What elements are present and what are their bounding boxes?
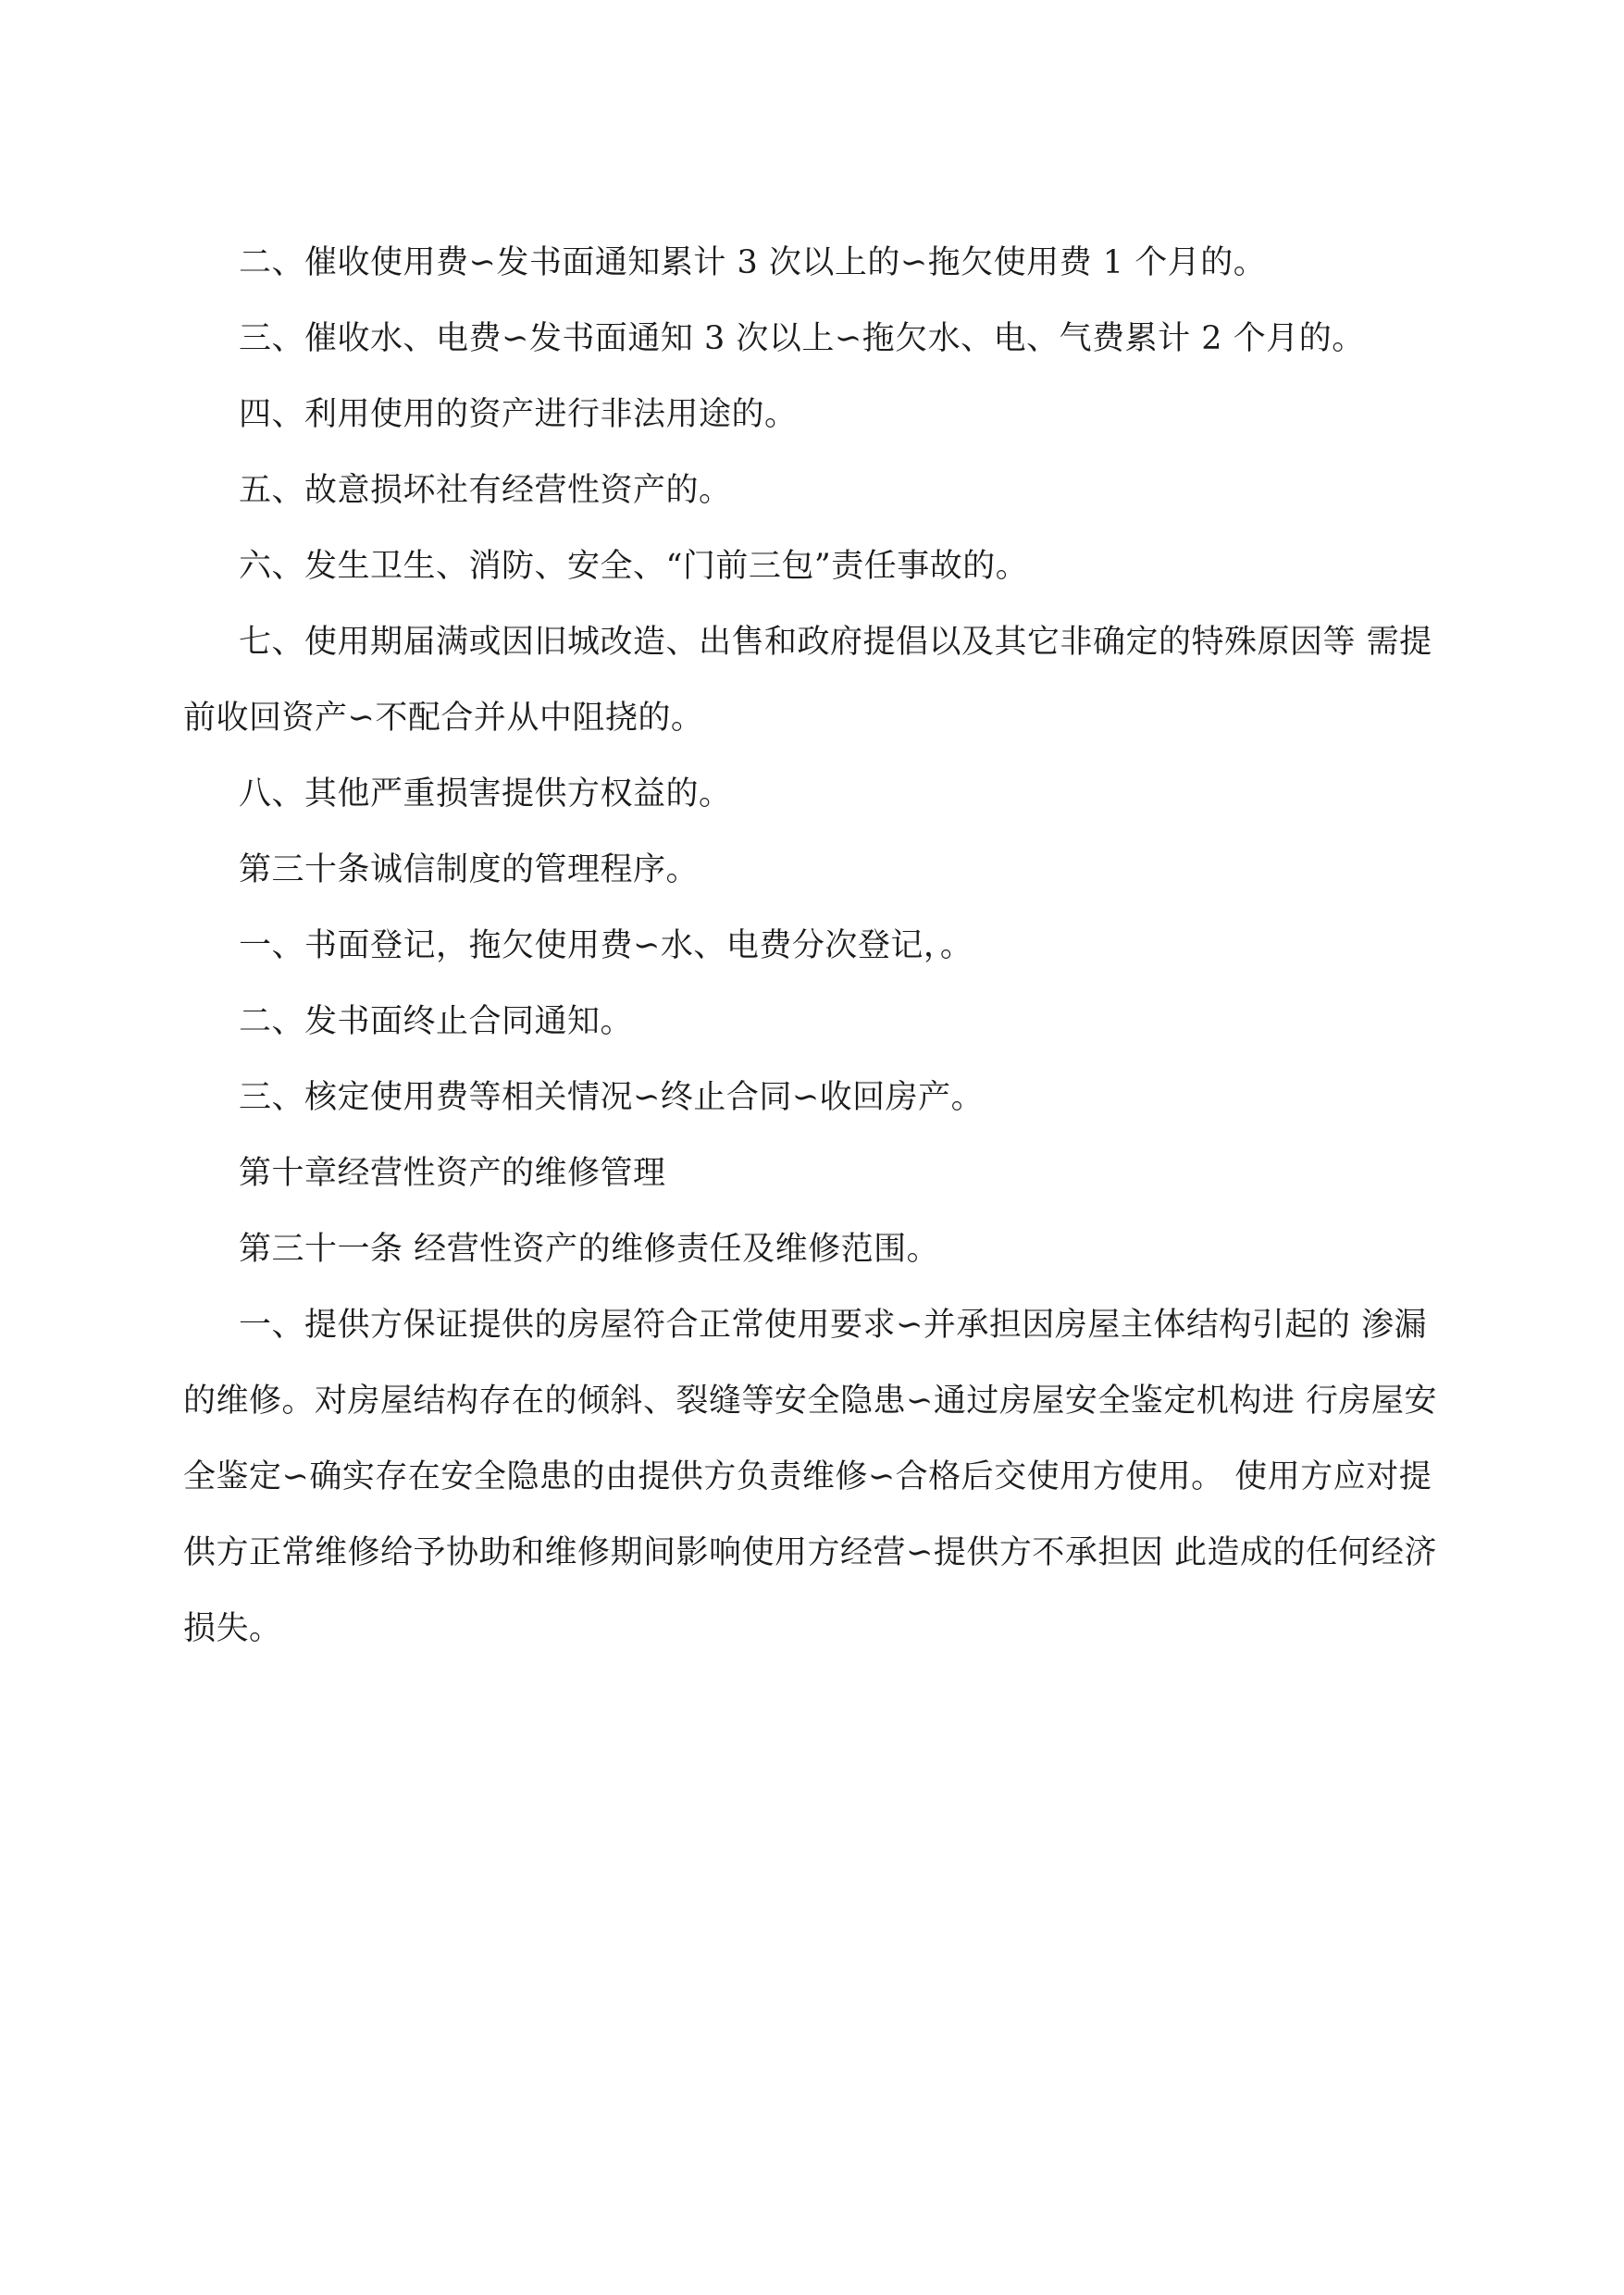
paragraph-procedure-2: 二、发书面终止合同通知。 <box>239 1003 634 1040</box>
paragraph-maintenance-line-4: 供方正常维修给予协助和维修期间影响使用方经营∽提供方不承担因 此造成的任何经济 <box>183 1534 1437 1571</box>
paragraph-procedure-1: 一、书面登记，拖欠使用费∽水、电费分次登记，。 <box>239 927 973 964</box>
paragraph-item-7-line-1: 七、使用期届满或因旧城改造、出售和政府提倡以及其它非确定的特殊原因等 需提 <box>239 624 1432 661</box>
paragraph-procedure-3: 三、核定使用费等相关情况∽终止合同∽收回房产。 <box>239 1079 985 1116</box>
paragraph-item-4-illegal-use: 四、利用使用的资产进行非法用途的。 <box>239 396 798 433</box>
paragraph-maintenance-line-1: 一、提供方保证提供的房屋符合正常使用要求∽并承担因房屋主体结构引起的 渗漏 <box>239 1307 1427 1344</box>
paragraph-item-5-damage: 五、故意损坏社有经营性资产的。 <box>239 472 732 509</box>
article-30-heading: 第三十条诚信制度的管理程序。 <box>239 851 700 888</box>
chapter-10-heading: 第十章经营性资产的维修管理 <box>239 1155 666 1192</box>
paragraph-item-8-other: 八、其他严重损害提供方权益的。 <box>239 775 732 813</box>
paragraph-maintenance-line-2: 的维修。对房屋结构存在的倾斜、裂缝等安全隐患∽通过房屋安全鉴定机构进 行房屋安 <box>183 1383 1437 1420</box>
paragraph-item-2-overdue-fee: 二、催收使用费∽发书面通知累计 3 次以上的∽拖欠使用费 1 个月的。 <box>239 244 1267 281</box>
article-31-heading: 第三十一条 经营性资产的维修责任及维修范围。 <box>239 1231 940 1268</box>
paragraph-maintenance-line-3: 全鉴定∽确实存在安全隐患的由提供方负责维修∽合格后交使用方使用。 使用方应对提 <box>183 1458 1432 1495</box>
paragraph-maintenance-line-5: 损失。 <box>183 1610 282 1647</box>
paragraph-item-6-accident: 六、发生卫生、消防、安全、“门前三包”责任事故的。 <box>239 548 1029 585</box>
paragraph-item-3-overdue-utilities: 三、催收水、电费∽发书面通知 3 次以上∽拖欠水、电、气费累计 2 个月的。 <box>239 320 1365 357</box>
paragraph-item-7-line-2: 前收回资产∽不配合并从中阻挠的。 <box>183 700 704 737</box>
